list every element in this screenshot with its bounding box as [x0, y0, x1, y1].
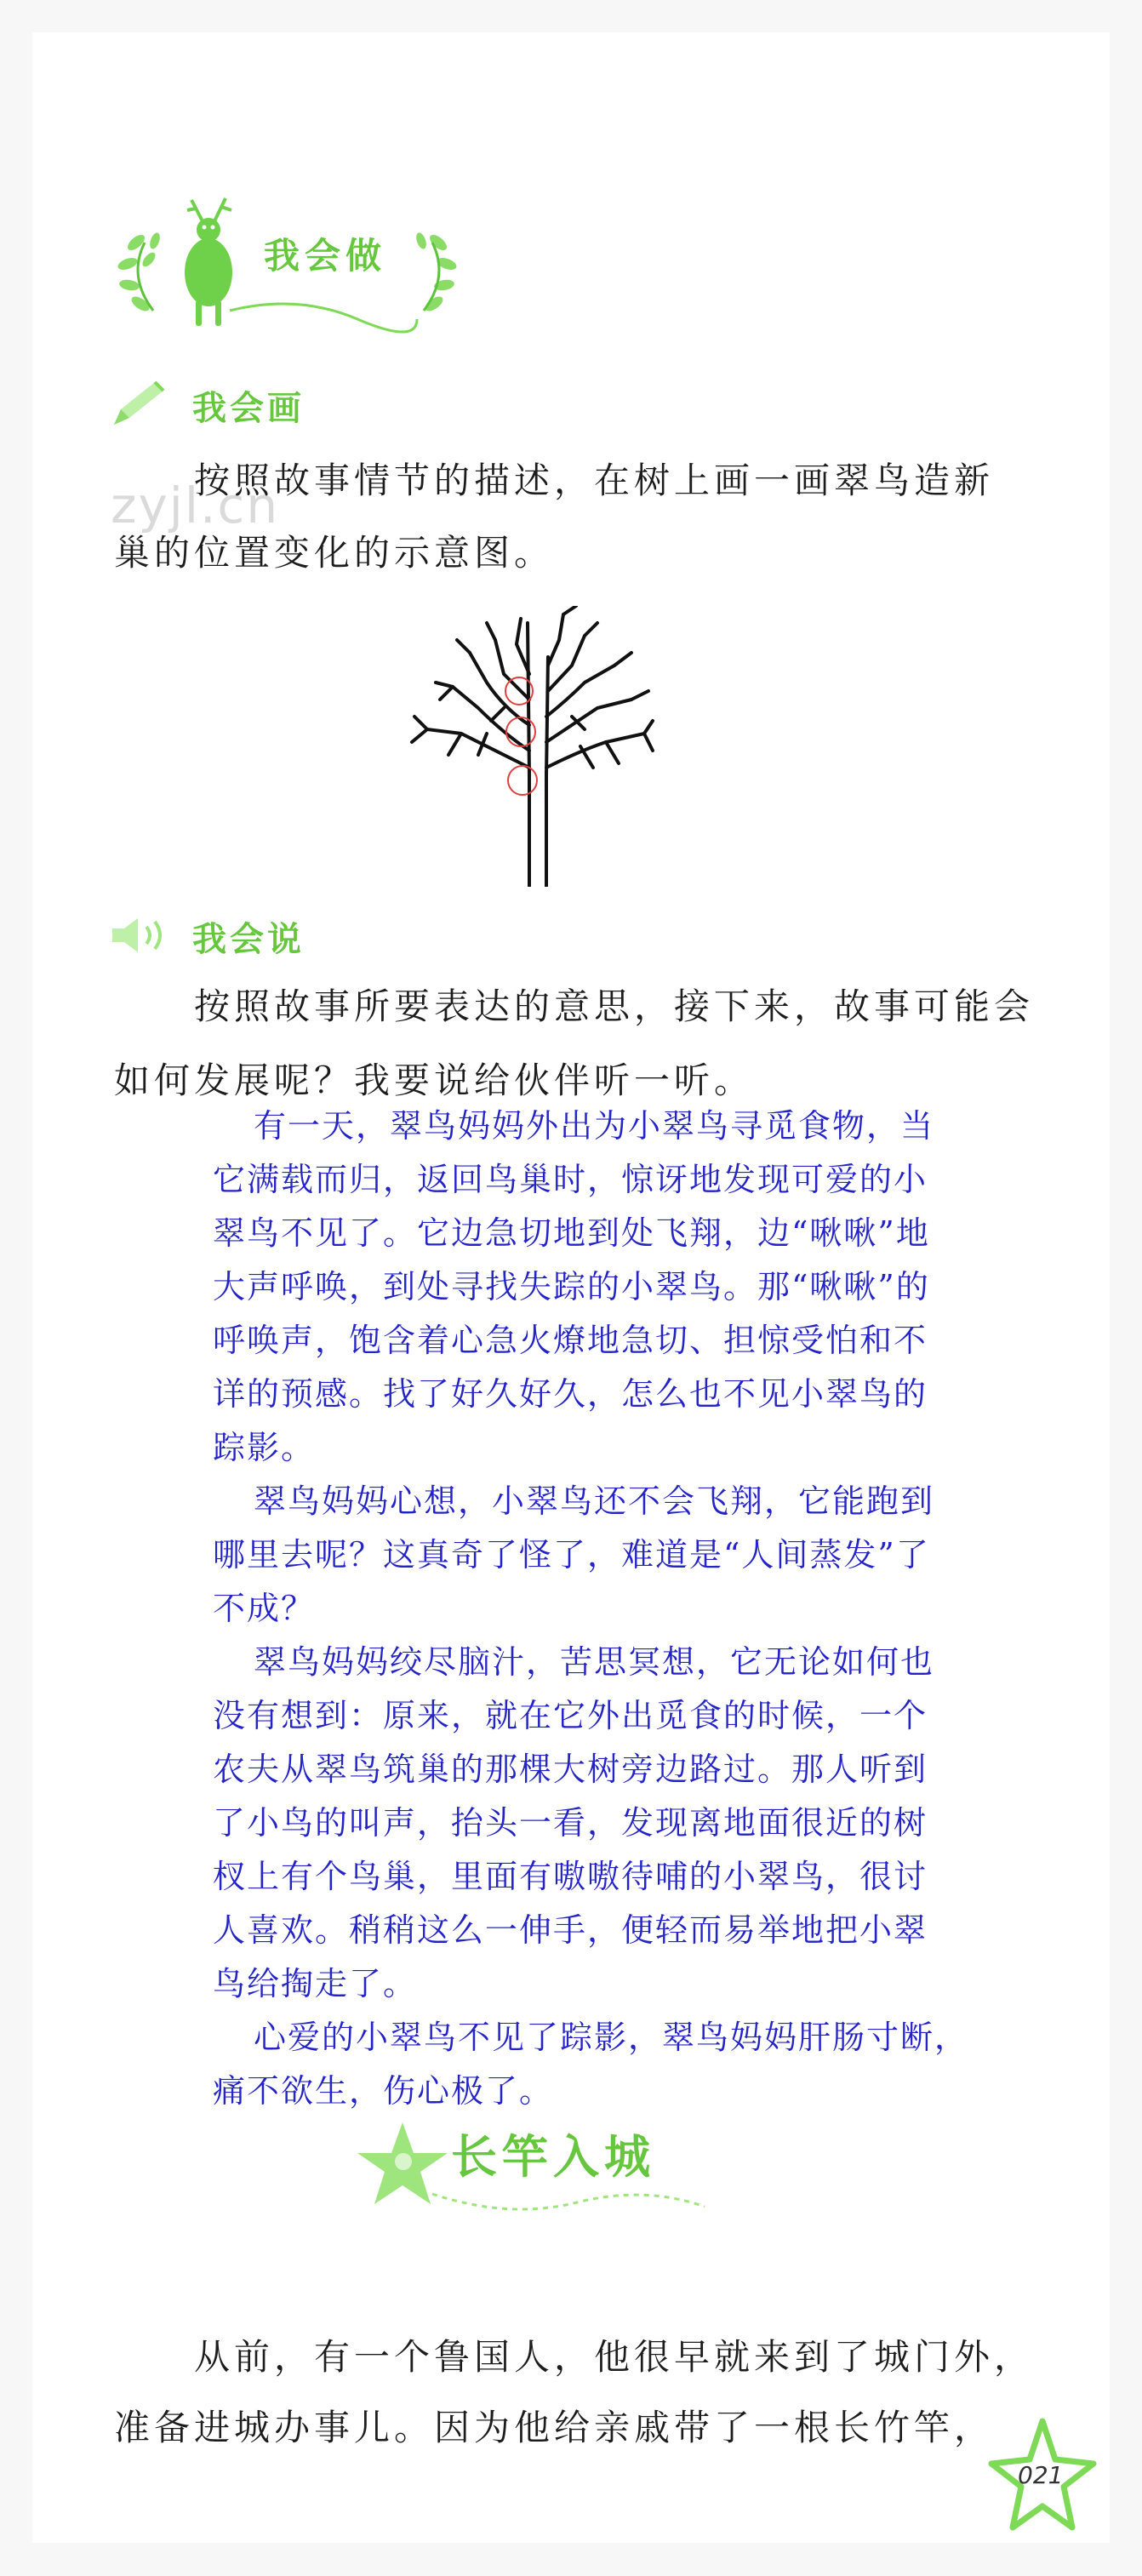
page-number-badge [987, 2417, 1098, 2536]
answer-line: 人喜欢。稍稍这么一伸手，便轻而易举地把小翠 [213, 1911, 928, 1949]
speaker-icon [109, 915, 170, 959]
answer-line: 痛不欲生，伤心极了。 [213, 2072, 554, 2110]
answer-line: 鸟给掏走了。 [213, 1965, 418, 2002]
answer-line: 大声呼唤，到处寻找失踪的小翠鸟。那“啾啾”的 [213, 1268, 930, 1305]
tree-drawing [402, 606, 657, 890]
answer-line: 哪里去呢？这真奇了怪了，难道是“人间蒸发”了 [213, 1536, 930, 1574]
draw-instruction-line-2: 巢的位置变化的示意图。 [114, 532, 555, 574]
answer-line: 详的预感。找了好久好久，怎么也不见小翠鸟的 [213, 1375, 928, 1413]
answer-line: 翠鸟不见了。它边急切地到处飞翔，边“啾啾”地 [213, 1214, 930, 1252]
answer-line: 踪影。 [213, 1429, 316, 1466]
answer-line: 不成？ [213, 1590, 316, 1627]
answer-line: 翠鸟妈妈心想，小翠鸟还不会飞翔，它能跑到 [254, 1482, 935, 1520]
answer-line: 农夫从翠鸟筑巢的那棵大树旁边路过。那人听到 [213, 1751, 928, 1788]
answer-line: 它满载而归，返回鸟巢时，惊讶地发现可爱的小 [213, 1161, 928, 1198]
watermark-text: zyjl.cn [111, 477, 280, 534]
answer-line: 没有想到：原来，就在它外出觅食的时候，一个 [213, 1697, 928, 1734]
draw-instruction-line-1: 按照故事情节的描述，在树上画一画翠鸟造新 [194, 460, 995, 501]
story-line-2: 准备进城办事儿。因为他给亲戚带了一根长竹竿， [114, 2407, 995, 2448]
answer-text-block [213, 1100, 1064, 2118]
speak-instruction-line-1: 按照故事所要表达的意思，接下来，故事可能会 [194, 985, 1035, 1027]
answer-line: 心爱的小翠鸟不见了踪影，翠鸟妈妈肝肠寸断， [254, 2019, 969, 2056]
answer-line: 杈上有个鸟巢，里面有嗷嗷待哺的小翠鸟，很讨 [213, 1858, 928, 1895]
tree-illustration [402, 606, 657, 887]
page-number: 021 [1018, 2461, 1064, 2489]
answer-line: 了小鸟的叫声，抬头一看，发现离地面很近的树 [213, 1804, 928, 1842]
story-title: 长竿入城 [451, 2130, 655, 2184]
answer-line: 有一天，翠鸟妈妈外出为小翠鸟寻觅食物，当 [254, 1107, 935, 1145]
story-line-1: 从前，有一个鲁国人，他很早就来到了城门外， [194, 2336, 1035, 2378]
section-header-title: 我会做 [264, 235, 387, 277]
speak-instruction-line-2: 如何发展呢？我要说给伙伴听一听。 [114, 1060, 755, 1101]
speak-section-title: 我会说 [192, 920, 305, 959]
pencil-icon [109, 379, 167, 433]
draw-section-title: 我会画 [192, 389, 305, 428]
answer-line: 翠鸟妈妈绞尽脑汁，苦思冥想，它无论如何也 [254, 1643, 935, 1681]
answer-line: 呼唤声，饱含着心急火燎地急切、担惊受怕和不 [213, 1322, 928, 1359]
